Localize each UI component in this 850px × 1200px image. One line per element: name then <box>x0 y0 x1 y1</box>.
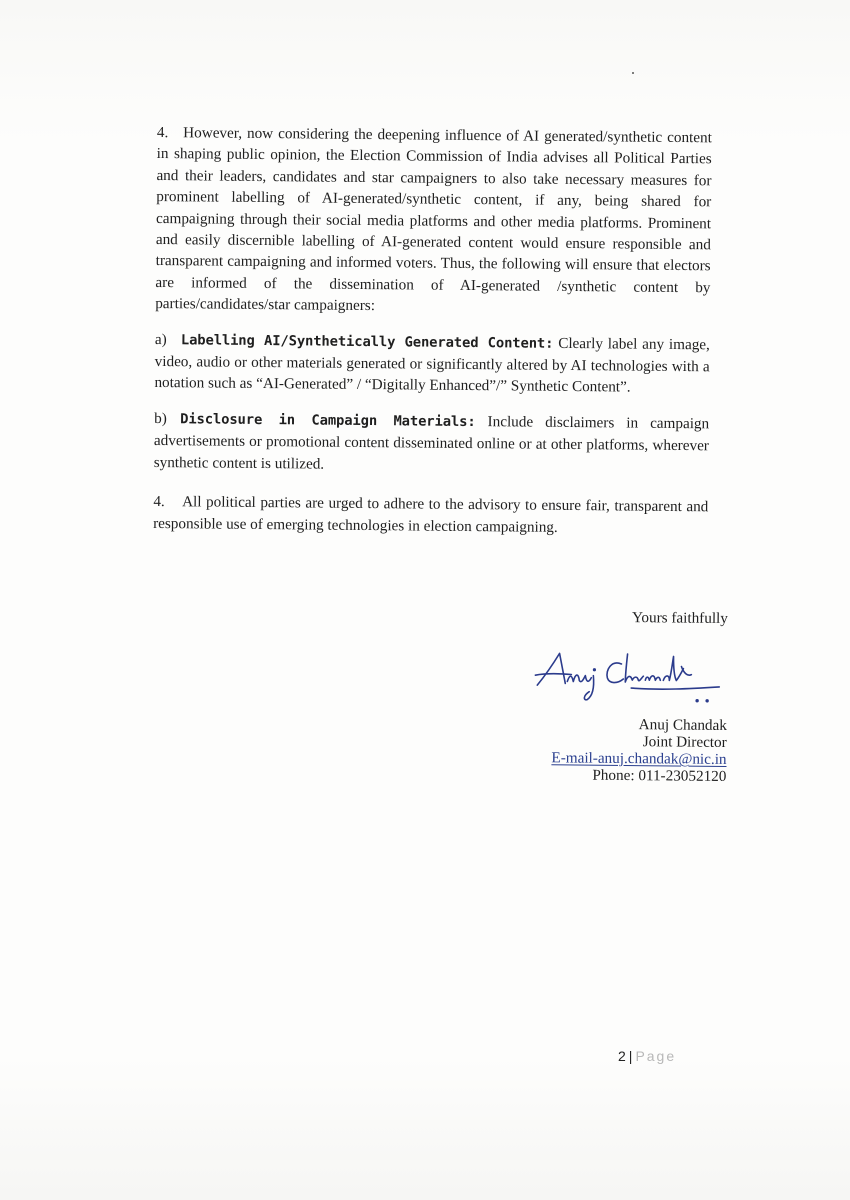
page-number: 2 <box>618 1048 626 1064</box>
page-separator: | <box>628 1048 633 1064</box>
item-b-disclosure <box>154 408 710 479</box>
paragraph-4-adherence <box>153 491 708 539</box>
item-heading: Disclosure in Campaign Materials: <box>180 411 476 430</box>
paragraph-number: 4. <box>153 493 165 511</box>
paragraph-4-advisory <box>155 122 712 320</box>
item-text: Include disclaimers in campaign advertisements or promotional content disseminated online or at other platforms, wherever synthetic content is utilized. <box>153 413 710 473</box>
handwritten-signature <box>531 645 722 707</box>
signatory-designation: Joint Director <box>642 733 727 751</box>
item-label: a) <box>154 330 167 348</box>
signatory-name: Anuj Chandak <box>638 716 727 734</box>
letter-body <box>153 122 712 553</box>
signatory-email-link[interactable]: E-mail-anuj.chandak@nic.in <box>551 749 727 768</box>
paragraph-text: However, now considering the deepening influence of AI generated/synthetic content in shaping public opinion, the Election Commission of India advises all Political Parties and their leaders, candidates and star campaigners to also take necessary measures for prominent labelling of AI-generated/synthetic content, if any, being shared for campaigning through their social media platforms and other media platforms. Prominent and easily discernible labelling of AI-generated content would ensure responsible and transparent campaigning and informed voters. Thus, the following will ensure that electors are informed of the dissemination of AI-generated /synthetic content by parties/candidates/star campaigners: <box>155 124 712 315</box>
item-text: Clearly label any image, video, audio or other materials generated or significantly altered by AI technologies with a notation such as “AI-Generated” / “Digitally Enhanced”/” Synthetic Content”. <box>154 334 710 397</box>
item-heading: Labelling AI/Synthetically Generated Content: <box>180 331 554 352</box>
page-word: Page <box>635 1048 677 1064</box>
paragraph-text: All political parties are urged to adhere to the advisory to ensure fair, transparent and responsible use of emerging technologies in election campaigning. <box>153 493 709 536</box>
item-label: b) <box>154 409 167 427</box>
scan-speck <box>632 72 634 74</box>
closing-salutation: Yours faithfully <box>631 609 728 627</box>
page-footer <box>618 1048 676 1064</box>
signatory-phone: Phone: 011-23052120 <box>592 766 727 785</box>
item-a-labelling <box>154 329 710 400</box>
paragraph-number: 4. <box>156 123 169 142</box>
signature-block <box>468 608 728 785</box>
